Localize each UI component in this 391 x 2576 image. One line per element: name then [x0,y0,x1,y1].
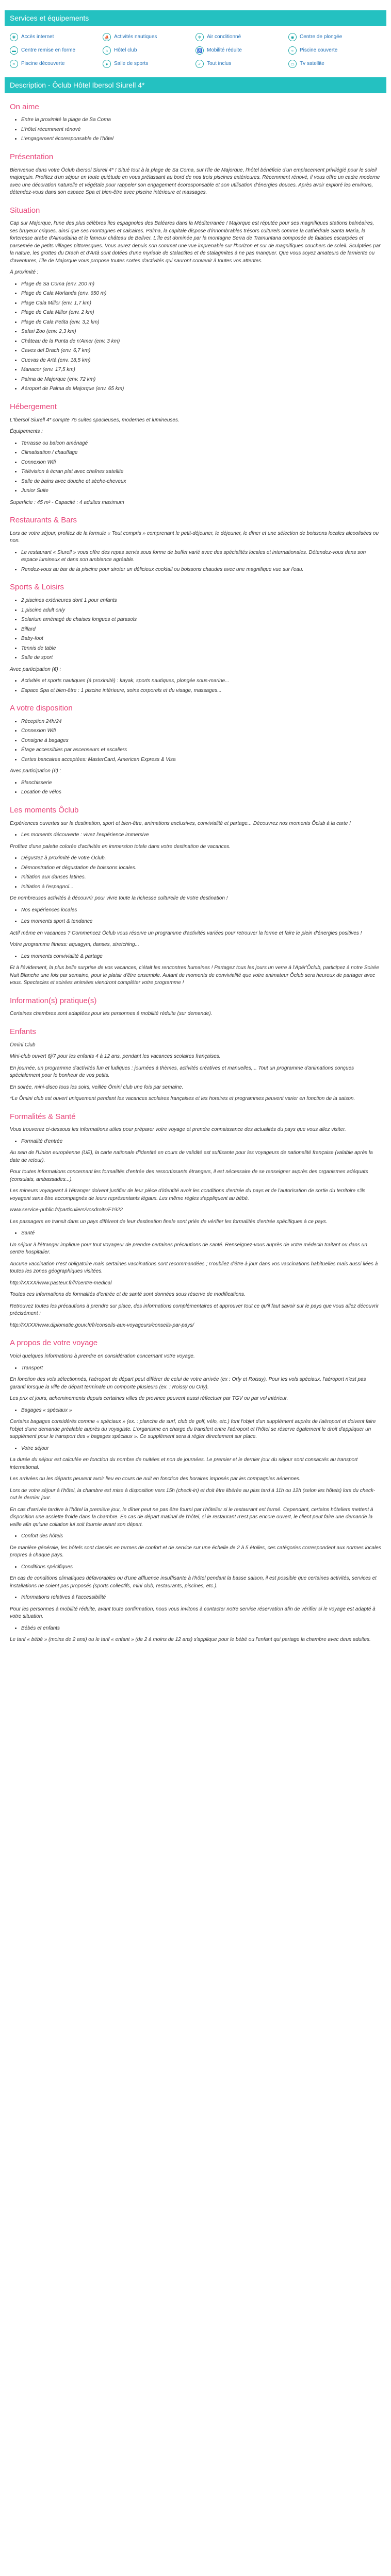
section-bullet-list [10,1533,381,1540]
pool-icon: ≈ [288,46,297,55]
section-subheading: Avec participation (€) : [10,666,61,672]
section-bullet-item: • Cuevas de Artà (env. 18,5 km) [21,357,381,365]
section-bullet-list [10,832,381,839]
section-bullet-list [10,1407,381,1415]
section-bullet-item: • Plage de Cala Morlanda (env. 650 m) [21,290,381,298]
equip-fitness [10,46,103,55]
section-paragraph: Les passagers en transit dans un pays différent de leur destination finale sont priés de vérifier les formalités d'entrée spécifiques à ce pays. [10,1218,328,1225]
section-bullet-item: • Télévision à écran plat avec chaînes satellite [21,468,381,476]
equip-label: Accès internet [21,34,54,40]
section-bullet-item: • Confort des hôtels [21,1533,381,1540]
section-heading: A votre disposition [10,704,73,713]
equip-sports-room [103,60,196,68]
equip-label: Salle de sports [114,61,149,67]
section-bullet-list [10,918,381,926]
section-paragraph: Un séjour à l'étranger implique pour tout voyageur de prendre certaines précautions de santé. Renseignez-vous auprès de votre médecin traitant ou dans un centre hospitalier. [10,1242,367,1256]
section-paragraph: Les mineurs voyageant à l'étranger doivent justifier de leur pièce d'identité avoir les conditions d'entrée du pays et de l'autorisation de sortie du territoire s'ils voyagent sans être accompagnés de leurs représentants légaux. Les même règles s'appliquent au bébé. [10,1188,366,1201]
sports-icon: ● [103,60,111,68]
section-bullet-list [10,1138,381,1146]
section-bullet-item: • Plage de Cala Millor (env. 2 km) [21,309,381,317]
section-bullet-item: • Espace Spa et bien-être : 1 piscine intérieure, soins corporels et du visage, massages... [21,687,381,695]
section-bullet-item: • Réception 24h/24 [21,718,381,726]
section-bullet-list [10,549,381,574]
diving-icon: ◉ [288,33,297,41]
section-bullet-item: • Climatisation / chauffage [21,449,381,457]
section-bullet-list [10,440,381,495]
section-paragraph: www.service-public.fr/particuliers/vosdroits/F1922 [10,1207,123,1213]
section-bullet-item: • Manacor (env. 17,5 km) [21,366,381,374]
section-bullet-item: • Démonstration et dégustation de boissons locales. [21,865,381,872]
section-heading: Présentation [10,152,54,161]
section-paragraph: Lors de votre séjour, profitez de la formule « Tout compris » comprenant le petit-déjeuner, le déjeuner, le dîner et une sélection de boissons locales alcoolisées ou non. [10,530,379,544]
section-bullet-item: • Baby-foot [21,635,381,643]
wifi-icon: ✱ [10,33,18,41]
services-banner: Services et équipements [5,10,386,26]
equip-nautical [103,33,196,41]
section-bullet-item: • Informations relatives à l'accessibilité [21,1594,381,1602]
section-bullet-item: • Le restaurant « Siurell » vous offre des repas servis sous forme de buffet varié avec des spécialités locales et internationales. Détendez-vous dans son espace lumineux et dans son ambiance agréable. [21,549,381,564]
section-bullet-item: • Connexion Wifi [21,727,381,735]
section-bullet-list [10,116,381,143]
section-bullet-item: • Connexion Wifi [21,459,381,467]
section-paragraph: Retrouvez toutes les précautions à prendre sur place, des informations complémentaires et approuver tout ce qu'il faut savoir sur le pays que vous allez découvrir précisément : [10,1303,379,1317]
dumbbell-icon: ▬ [10,46,18,55]
section-bullet-item: • Les moments découverte : vivez l'expérience immersive [21,832,381,839]
section-bullet-list [10,1365,381,1372]
section-paragraph: En cas de conditions climatiques défavorables ou d'une affluence insuffisante à l'hôtel pendant la basse saison, il est possible que certaines activités, services et installations ne soient pas proposés (sports collectifs, mini club, restaurants, piscines, etc.). [10,1575,377,1589]
equip-label: Tv satellite [300,61,324,67]
section-bullet-item: • Bébés et enfants [21,1625,381,1633]
section-paragraph: À proximité : [10,269,39,276]
section-bullet-list [10,1230,381,1238]
section-paragraph: En cas d'arrivée tardive à l'hôtel la première jour, le dîner peut ne pas être fourni par l'hôtelier si le restaurant est fermé. Cependant, certains hôteliers mettent à disposition une assiette froide dans la chambre. En cas de départ matinal de l'hôtel, si le restaurant n'est pas encore ouvert, le client peut faire une demande la veille afin qu'une collation lui soit fournie avant son départ. [10,1506,373,1528]
all-inclusive-icon: ✓ [196,60,204,68]
section-bullet-item: • Plage de Cala Petita (env. 3,2 km) [21,319,381,327]
section-bullet-item: • Cartes bancaires acceptées: MasterCard, American Express & Visa [21,756,381,764]
section-paragraph: De manière générale, les hôtels sont classés en termes de confort et de service sur une échelle de 2 à 5 étoiles, ces catégories correspondent aux normes locales propres à chaque pays. [10,1545,381,1558]
section-bullet-item: • Salle de sport [21,654,381,662]
hotel-icon: ⌂ [103,46,111,55]
section-paragraph: Le tarif « bébé » (moins de 2 ans) ou le tarif « enfant » (de 2 à moins de 12 ans) s'applique pour le bébé ou l'enfant qui partage la chambre avec deux adultes. [10,1637,371,1643]
section-paragraph: Expériences ouvertes sur la destination, sport et bien-être, animations exclusives, convivialité et partage... Découvrez nos moments Ôclub à la carte ! [10,820,351,826]
equip-tv [288,60,381,68]
equip-reduced-mobility [196,46,288,55]
section-bullet-item: • Terrasse ou balcon aménagé [21,440,381,448]
section-bullet-item: • Salle de bains avec douche et sèche-cheveux [21,478,381,486]
section-bullet-item: • Santé [21,1230,381,1238]
equip-label: Tout inclus [207,61,232,67]
snowflake-icon: ❄ [196,33,204,41]
section-paragraph: Ômini Club [10,1042,36,1048]
section-heading: Hébergement [10,402,57,411]
section-bullet-list [10,1625,381,1633]
section-bullet-item: • Initiation aux danses latines. [21,874,381,882]
section-bullet-item: • 1 piscine adult only [21,607,381,615]
section-paragraph: http://XXXX/www.diplomatie.gouv.fr/fr/conseils-aux-voyageurs/conseils-par-pays/ [10,1322,194,1328]
section-bullet-item: • Consigne à bagages [21,737,381,745]
section-heading: Formalités & Santé [10,1112,76,1121]
section-bullet-list [10,907,381,914]
section-bullet-item: • Bagages « spéciaux » [21,1407,381,1415]
section-bullet-list [10,281,381,393]
section-heading: Restaurants & Bars [10,516,77,525]
section-paragraph: Les arrivées ou les départs peuvent avoir lieu en cours de nuit en fonction des horaires imposés par les compagnies aériennes. [10,1476,301,1482]
section-bullet-list [10,1594,381,1602]
section-paragraph: *Le Ômini club est ouvert uniquement pendant les vacances scolaires françaises et les horaires et programmes peuvent varier en fonction de la saison. [10,1096,355,1102]
boat-icon: ⛵ [103,33,111,41]
section-heading: Sports & Loisirs [10,583,64,592]
section-bullet-item: • L'engagement écoresponsable de l'hôtel [21,135,381,143]
section-paragraph: Certaines chambres sont adaptées pour les personnes à mobilité réduite (sur demande). [10,1011,213,1017]
section-bullet-list [10,1564,381,1571]
equip-label: Hôtel club [114,47,137,54]
equip-label: Activités nautiques [114,34,157,40]
section-paragraph: L'Ibersol Siurell 4* compte 75 suites spacieuses, modernes et lumineuses. [10,417,180,423]
section-paragraph: Pour toutes informations concernant les formalités d'entrée des ressortissants étrangers, il est nécessaire de se renseigner auprès des organismes adéquats (consulats, ambassades...). [10,1169,368,1182]
section-paragraph: Lors de votre séjour à l'hôtel, la chambre est mise à disposition vers 15h (check-in) et doit être libérée au plus tard à 11h ou 12h (selon les hôtels) lors du check-out le dernier jour. [10,1487,376,1501]
section-heading: Enfants [10,1027,36,1036]
section-paragraph: Votre programme fitness: aquagym, danses, stretching... [10,942,139,948]
tv-icon: ▭ [288,60,297,68]
section-heading: Les moments Ôclub [10,805,79,815]
section-heading: Information(s) pratique(s) [10,996,97,1005]
section-paragraph: Équipements : [10,429,43,435]
section-paragraph: Au sein de l'Union européenne (UE), la carte nationale d'identité en cours de validité est suffisante pour les voyageurs de nationalité française (valable après la date de retour). [10,1150,373,1163]
section-bullet-item: • Activités et sports nautiques (à proximité) : kayak, sports nautiques, plongée sous-marine... [21,677,381,685]
pool-outdoor-icon: ≈ [10,60,18,68]
section-paragraph: Profitez d'une palette colorée d'activités en immersion totale dans votre destination de vacances. [10,843,231,850]
section-bullet-item: • Les moments convivialité & partage [21,953,381,961]
section-bullet-item: • Caves del Drach (env. 6,7 km) [21,347,381,355]
equip-internet [10,33,103,41]
section-paragraph: Voici quelques informations à prendre en considération concernant votre voyage. [10,1353,195,1360]
section-paragraph: Certains bagages considérés comme « spéciaux » (ex. : planche de surf, club de golf, vélo, etc.) font l'objet d'un supplément auprès de l'aéroport et doivent faire l'objet d'une demande préalable auprès du voyagiste. L'organisme en charge du transfert entre l'aéroport et l'hôtel se réserve également le droit d'appliquer un supplément pour le transport des « bagages spéciaux ». Ce supplément sera à régler directement sur place. [10,1419,376,1440]
section-bullet-list [10,855,381,891]
section-paragraph: Actif même en vacances ? Commencez Ôclub vous réserve un programme d'activités variées pour retrouver la forme et faire le plein d'énergies positives ! [10,930,362,936]
section-heading: On aime [10,102,39,111]
section-paragraph: Vous trouverez ci-dessous les informations utiles pour préparer votre voyage et prendre connaissance des actualités du pays que vous allez visiter. [10,1127,346,1133]
section-paragraph: Aucune vaccination n'est obligatoire mais certaines vaccinations sont recommandées ; n'oubliez d'être à jour dans vos vaccinations habituelles mais aussi liées à toutes les zones géographiques visitées. [10,1261,378,1275]
equip-label: Centre remise en forme [21,47,76,54]
section-heading: Situation [10,206,40,215]
section-bullet-item: • Safari Zoo (env. 2,3 km) [21,328,381,336]
section-subheading: Avec participation (€) : [10,768,61,774]
section-paragraph: Toutes ces informations de formalités d'entrée et de santé sont données sous réserve de modifications. [10,1292,246,1298]
section-bullet-item: • Location de vélos [21,789,381,796]
equip-label: Mobilité réduite [207,47,242,54]
section-bullet-item: • Plage de Sa Coma (env. 200 m) [21,281,381,289]
equip-aircon [196,33,288,41]
section-bullet-item: • Conditions spécifiques [21,1564,381,1571]
section-paragraph: http://XXXX/www.pasteur.fr/fr/centre-medical [10,1280,112,1286]
equip-label: Piscine découverte [21,61,65,67]
section-paragraph: Bienvenue dans votre Ôclub Ibersol Siurell 4* ! Situé tout à la plage de Sa Coma, sur l'île de Majorque, l'hôtel bénéficie d'un emplacement privilégié pour le soleil majorquin. Profitez d'un séjour en toute quiétude en vous prélassant au bord de nos trois piscines extérieures. Récemment rénové, il vous offre un cadre moderne avec une décoration naturelle et végétale pour rappeler son engagement écoresponsable et son utilisation d'énergies douces. Après avoir exploré les environs, détendez-vous dans son espace Spa et bien-être avec piscine intérieure et massages. [10,167,380,196]
section-bullet-item: • L'hôtel récemment rénové [21,126,381,134]
equip-outdoor-pool [10,60,103,68]
section-bullet-list [10,779,381,796]
section-bullet-item: • Solarium aménagé de chaises longues et parasols [21,616,381,624]
section-bullet-item: • Entre la proximité la plage de Sa Coma [21,116,381,124]
section-bullet-list [10,718,381,764]
section-bullet-item: • Les moments sport & tendance [21,918,381,926]
section-paragraph: Les prix et jours, acheminements depuis certaines villes de province peuvent aussi réflectuer par TGV ou par vol intérieur. [10,1396,288,1402]
section-paragraph: Cap sur Majorque, l'une des plus célèbres îles espagnoles des Baléares dans la Méditerranée ! Majorque est réputée pour ses magnifiques stations balnéaires, ses bruyeux criques, ainsi que ses montagnes et calcaires. Palma, la capitale dispose d'innombrables trésors culturels comme la cathédrale Santa Maria, la forteresse arabe d'Almudaina et le fameux château de Bellver. L'île est dominée par la montagne Serra de Tramuntana composée de falaises escarpées et parsemée de petits villages pittoresques. Vous aurez depuis son sommet une vue imprenable sur l'horizon et sur de magnifiques couchers de soleil. Sculptées par la nature, les grottes du Drach et d'Artà sont dotées d'une myriade de stalactites et de stalagmites à ne pas manquer. Que vous soyez amateurs de farniente ou d'aventures, l'île de Majorque vous propose toutes sortes d'activités qui sauront convenir à toutes vos attentes. [10,221,381,264]
section-bullet-list [10,597,381,662]
section-bullet-item: • Blanchisserie [21,779,381,787]
section-bullet-item: • Étage accessibles par ascenseurs et escaliers [21,747,381,754]
section-paragraph: De nombreuses activités à découvrir pour vivre toute la richesse culturelle de votre destination ! [10,895,228,902]
section-paragraph: En journée, un programme d'activités fun et ludiques : journées à thèmes, activités créatives et manuelles,... Tout un programme d'animations conçues spécialement pour le bonheur de vos petits. [10,1065,354,1079]
equip-all-inclusive [196,60,288,68]
section-bullet-item: • Formalité d'entrée [21,1138,381,1146]
equip-label: Centre de plongée [300,34,343,40]
section-bullet-item: • Junior Suite [21,487,381,495]
section-bullet-item: • Initiation à l'espagnol... [21,884,381,891]
section-bullet-item: • Votre séjour [21,1445,381,1453]
equip-hotelclub [103,46,196,55]
page [5,0,386,1664]
section-bullet-list [10,953,381,961]
section-bullet-item: • Rendez-vous au bar de la piscine pour siroter un délicieux cocktail ou boissons chaudes avec une magnifique vue sur l'eau. [21,566,381,574]
description-banner: Description - Ôclub Hôtel Ibersol Siurell 4* [5,77,386,93]
section-paragraph: Mini-club ouvert 6j/7 pour les enfants 4 à 12 ans, pendant les vacances scolaires françaises. [10,1054,221,1060]
section-paragraph: Et à l'évidement, la plus belle surprise de vos vacances, c'était les rencontres humaines ! Partagez tous les jours un verre à l'Apér'Ôclub, participez à notre Soirée Nuit Blanche une fois par semaine, pour le plaisir d'être ensemble. Autant de moments de convivialité que votre animateur Ôclub sera heureux de partager avec vous. Spectacles et soirées animées viendront compléter votre programme ! [10,965,379,986]
section-bullet-item: • Palma de Majorque (env. 72 km) [21,376,381,384]
section-bullet-item: • Nos expériences locales [21,907,381,914]
wheelchair-icon: ♿ [196,46,204,55]
section-bullet-item: • Transport [21,1365,381,1372]
equipment-grid [5,32,386,77]
section-paragraph: La durée du séjour est calculée en fonction du nombre de nuitées et non de journées. Le premier et le dernier jour du séjour sont consacrés au transport international. [10,1457,358,1470]
section-bullet-item: • Billard [21,626,381,634]
section-bullet-item: • Tennis de table [21,645,381,653]
section-bullet-item: • Plage Cala Millor (env. 1,7 km) [21,300,381,308]
equip-label: Air conditionné [207,34,241,40]
section-note: Superficie : 45 m² - Capacité : 4 adultes maximum [10,499,124,505]
equip-label: Piscine couverte [300,47,338,54]
section-paragraph: En soirée, mini-disco tous les soirs, veillée Ômini club une fois par semaine. [10,1084,184,1090]
section-heading: A propos de votre voyage [10,1338,98,1348]
description-body [5,101,386,1644]
section-paragraph: En fonction des vols sélectionnés, l'aéroport de départ peut différer de celui de votre arrivée (ex : Orly et Roissy). Pour les vols spéciaux, l'aéroport n'est pas garanti lorsque la ville de départ terminale un comporte plusieurs (ex. : Roissy ou Orly). [10,1377,366,1390]
section-bullet-list [10,1445,381,1453]
equip-diving [288,33,381,41]
section-paragraph: Pour les personnes à mobilité réduite, avant toute confirmation, nous vous invitons à contacter notre service réservation afin de vérifier si le voyage est adapté à votre situation. [10,1606,376,1620]
section-bullet-item: • Aéroport de Palma de Majorque (env. 65 km) [21,385,381,393]
section-bullet-list [10,677,381,694]
equip-indoor-pool [288,46,381,55]
section-bullet-item: • Dégustez à proximité de votre Ôclub. [21,855,381,862]
section-bullet-item: • 2 piscines extérieures dont 1 pour enfants [21,597,381,605]
section-bullet-item: • Château de la Punta de n'Amer (env. 3 km) [21,338,381,346]
